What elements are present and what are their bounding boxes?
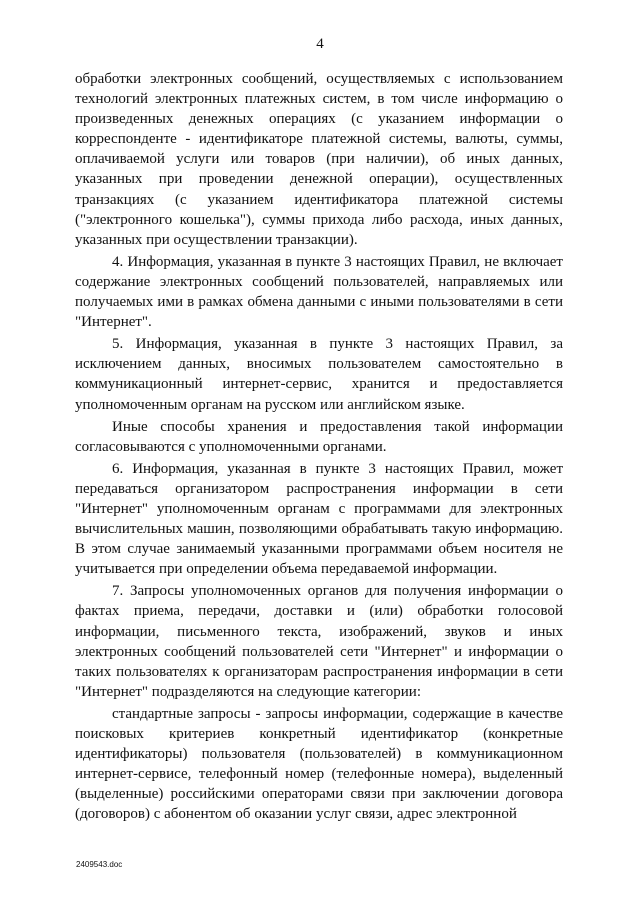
footer-filename: 2409543.doc	[76, 860, 123, 869]
paragraph: обработки электронных сообщений, осуществляемых с использованием технологий электронных платежных систем, в том числе информацию о произведенных денежных операциях (с указанием информации о корреспонденте - идентификаторе платежной системы, валюты, суммы, оплачиваемой услуги или товаров (при наличии), об иных данных, указанных при проведении денежной операции), осуществленных транзакциях (с указанием идентификатора платежной системы ("электронного кошелька"), суммы прихода либо расхода, иных данных, указанных при осуществлении транзакции).	[75, 71, 563, 248]
page-number: 4	[316, 36, 324, 52]
paragraph: 6. Информация, указанная в пункте 3 настоящих Правил, может передаваться организатором распространения информации в сети "Интернет" уполномоченным органам с программами для электронных вычислительных машин, позволяющими обрабатывать такую информацию. В этом случае занимаемый указанными программами объем носителя не учитывается при определении объема передаваемой информации.	[75, 460, 563, 578]
paragraph: 5. Информация, указанная в пункте 3 настоящих Правил, за исключением данных, вносимых пользователем самостоятельно в коммуникационный интернет-сервис, хранится и предоставляется уполномоченным органам на русском или английском языке.	[75, 336, 563, 413]
paragraph: 4. Информация, указанная в пункте 3 настоящих Правил, не включает содержание электронных сообщений пользователей, направляемых или получаемых ими в рамках обмена данными с иными пользователями в сети "Интернет".	[75, 253, 563, 331]
paragraph: Иные способы хранения и предоставления такой информации согласовываются с уполномоченными органами.	[75, 418, 563, 455]
paragraph: 7. Запросы уполномоченных органов для получения информации о фактах приема, передачи, доставки и (или) обработки голосовой информации, письменного текста, изображений, звуков и иных электронных сообщений пользователей сети "Интернет" и информации о таких пользователях к организаторам распространения информации в сети "Интернет" подразделяются на следующие категории:	[75, 583, 563, 700]
paragraph: стандартные запросы - запросы информации, содержащие в качестве поисковых критериев конкретный идентификатор (конкретные идентификаторы) пользователя (пользователей) в коммуникационном интернет-сервисе, телефонный номер (телефонные номера), выделенный (выделенные) российскими операторами связи при заключении договора (договоров) с абонентом об оказании услуг связи, адрес электронной	[75, 705, 563, 823]
document-body	[75, 69, 563, 824]
